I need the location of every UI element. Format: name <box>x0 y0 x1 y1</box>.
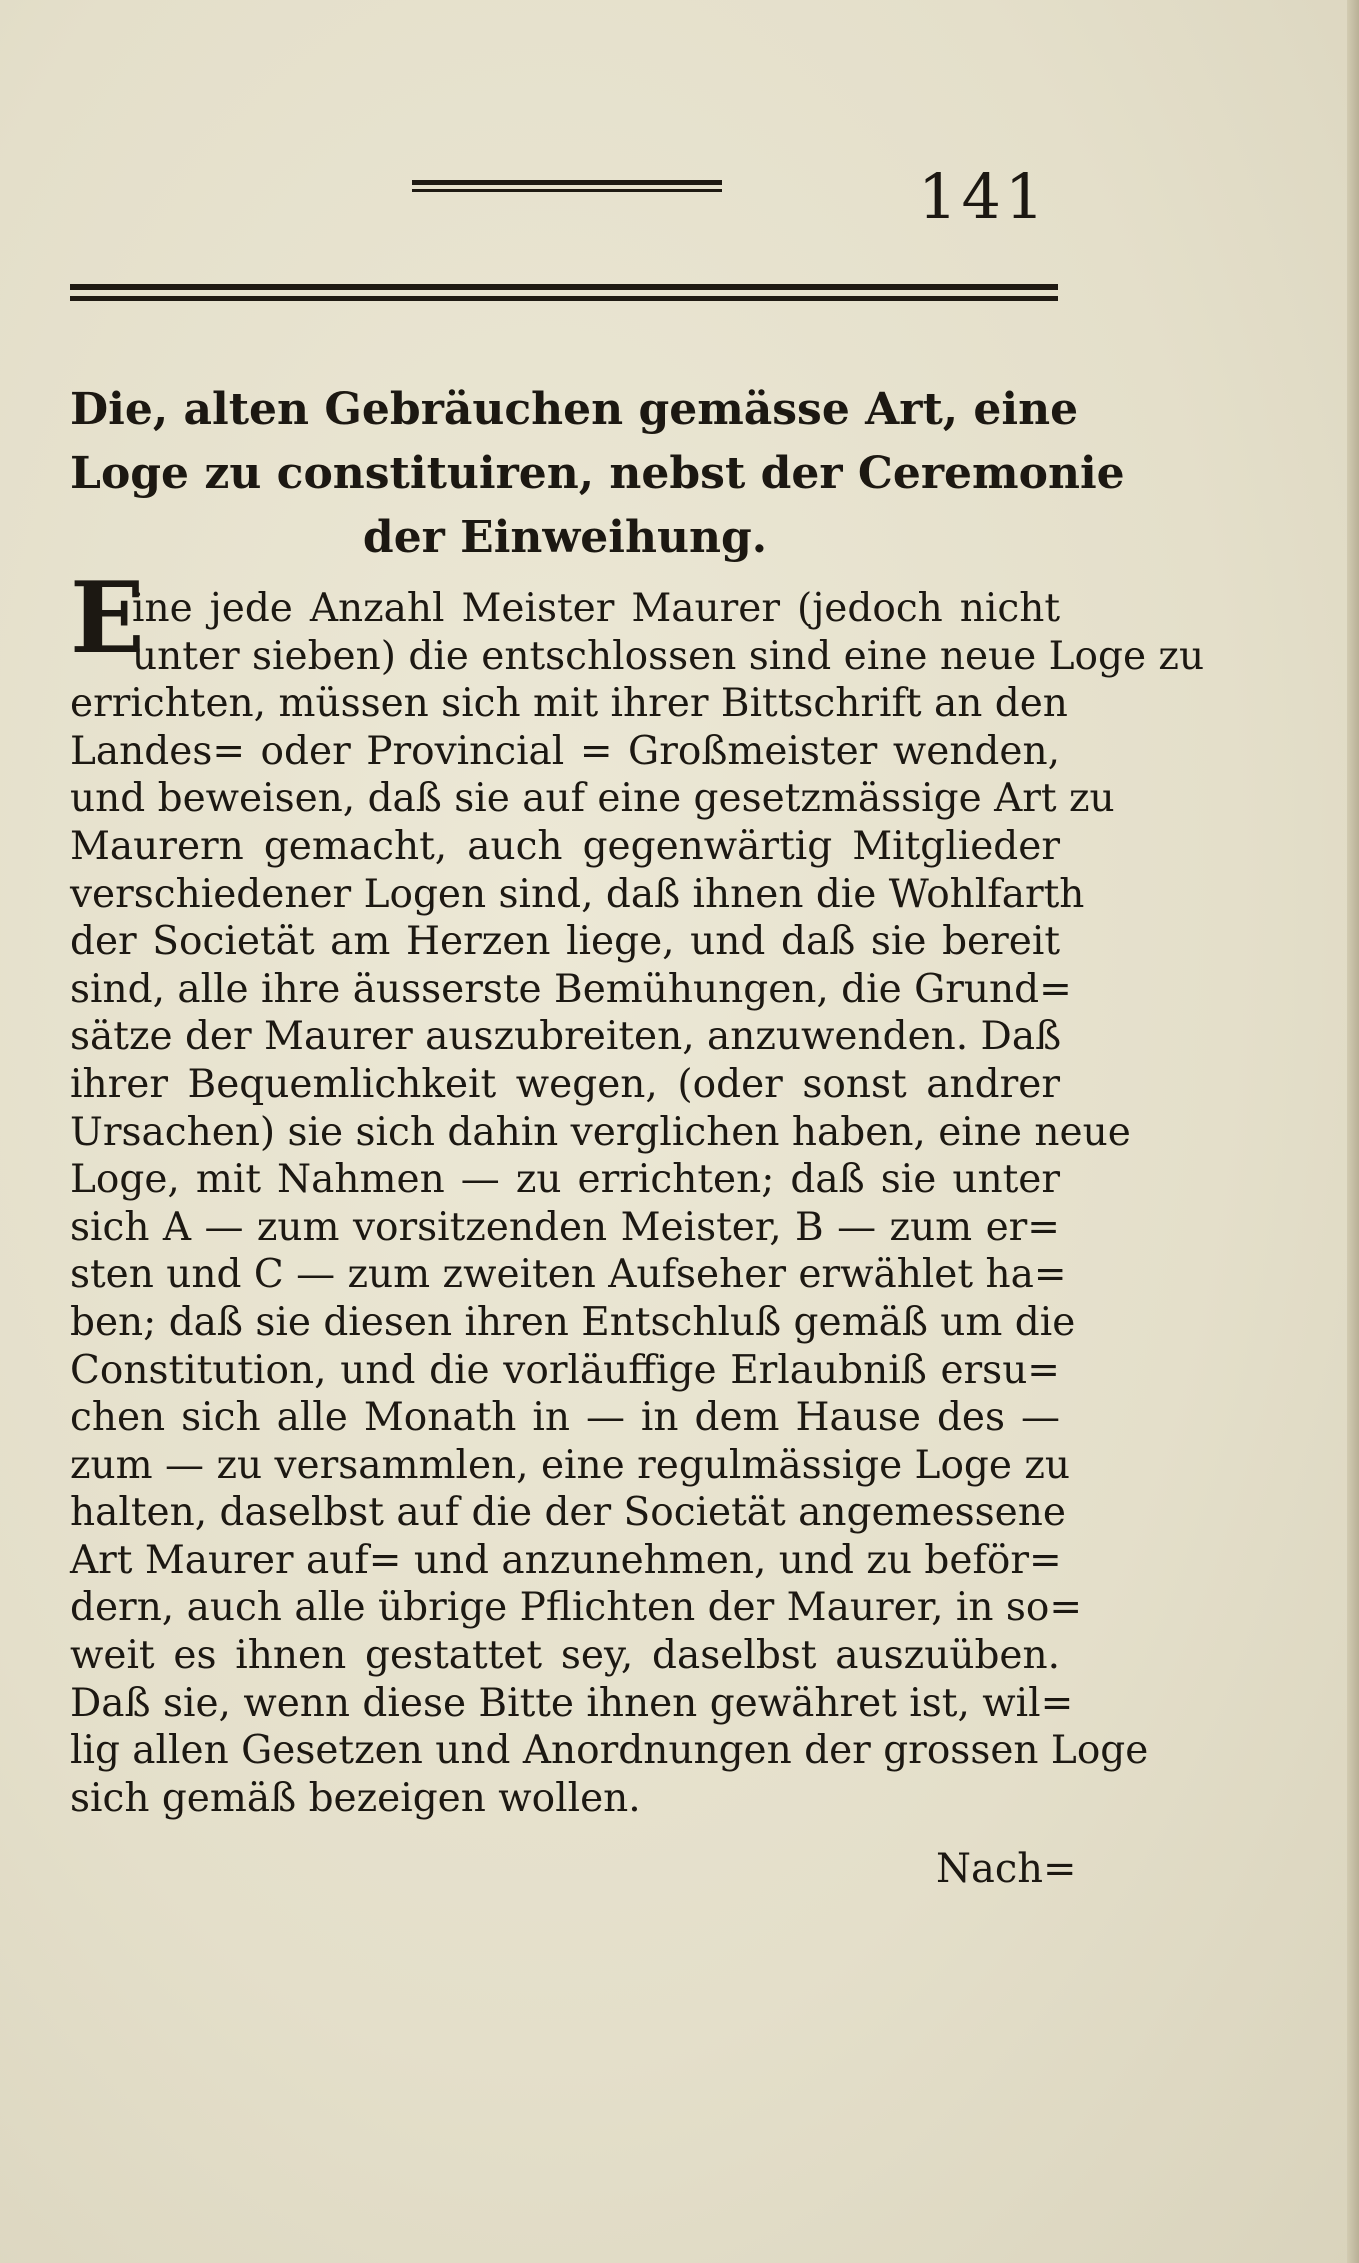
text-line: Art Maurer auf= und anzunehmen, und zu beför= <box>70 1537 1062 1583</box>
text-line: Maurern gemacht, auch gegenwärtig Mitglieder <box>70 823 1060 869</box>
title-line: der Einweihung. <box>362 512 768 563</box>
text-line: errichten, müssen sich mit ihrer Bittschrift an den <box>70 681 1068 727</box>
text-line: Constitution, und die vorläuffige Erlaubniß ersu= <box>70 1347 1060 1393</box>
text-line: und beweisen, daß sie auf eine gesetzmässige Art zu <box>70 776 1115 822</box>
text-line: Landes= oder Provincial = Großmeister wenden, <box>70 728 1060 774</box>
text-line: Daß sie, wenn diese Bitte ihnen gewähret ist, wil= <box>70 1680 1074 1726</box>
text-line: halten, daselbst auf die der Societät angemessene <box>70 1490 1066 1536</box>
page-number: 141 <box>918 160 1049 233</box>
text-line: unter sieben) die entschlossen sind eine neue Loge zu <box>132 633 1205 679</box>
text-line: sten und C — zum zweiten Aufseher erwählet ha= <box>70 1252 1067 1298</box>
text-line: der Societät am Herzen liege, und daß sie bereit <box>70 919 1060 965</box>
text-line: ine jede Anzahl Meister Maurer (jedoch nicht <box>132 586 1060 631</box>
chapter-title <box>70 378 1125 570</box>
body-paragraph <box>70 585 1205 1822</box>
text-line: chen sich alle Monath in — in dem Hause des — <box>70 1395 1060 1441</box>
text-line: sich A — zum vorsitzenden Meister, B — zum er= <box>70 1204 1060 1250</box>
drop-cap: E <box>70 561 145 676</box>
text-line: verschiedener Logen sind, daß ihnen die Wohlfarth <box>70 871 1085 917</box>
text-line: Loge, mit Nahmen — zu errichten; daß sie unter <box>70 1157 1060 1203</box>
text-line: lig allen Gesetzen und Anordnungen der grossen Loge <box>70 1728 1149 1774</box>
text-line: sind, alle ihre äusserste Bemühungen, die Grund= <box>70 966 1072 1012</box>
text-line: zum — zu versammlen, eine regulmässige Loge zu <box>70 1442 1071 1488</box>
page-gutter-shadow <box>1347 0 1359 2263</box>
text-line: ben; daß sie diesen ihren Entschluß gemäß um die <box>70 1299 1076 1345</box>
title-line: Loge zu constituiren, nebst der Ceremonie <box>70 448 1125 499</box>
title-line: Die, alten Gebräuchen gemässe Art, eine <box>70 384 1079 435</box>
text-line: sätze der Maurer auszubreiten, anzuwenden. Daß <box>70 1014 1062 1060</box>
text-line: ihrer Bequemlichkeit wegen, (oder sonst andrer <box>70 1061 1060 1107</box>
text-line: dern, auch alle übrige Pflichten der Maurer, in so= <box>70 1585 1083 1631</box>
text-line: weit es ihnen gestattet sey, daselbst auszuüben. <box>70 1633 1060 1679</box>
catchword: Nach= <box>936 1846 1077 1892</box>
text-line: Ursachen) sie sich dahin verglichen haben, eine neue <box>70 1109 1131 1155</box>
header-ornament-rule <box>412 180 722 194</box>
double-rule-divider <box>70 284 1058 306</box>
text-line: sich gemäß bezeigen wollen. <box>70 1775 641 1821</box>
